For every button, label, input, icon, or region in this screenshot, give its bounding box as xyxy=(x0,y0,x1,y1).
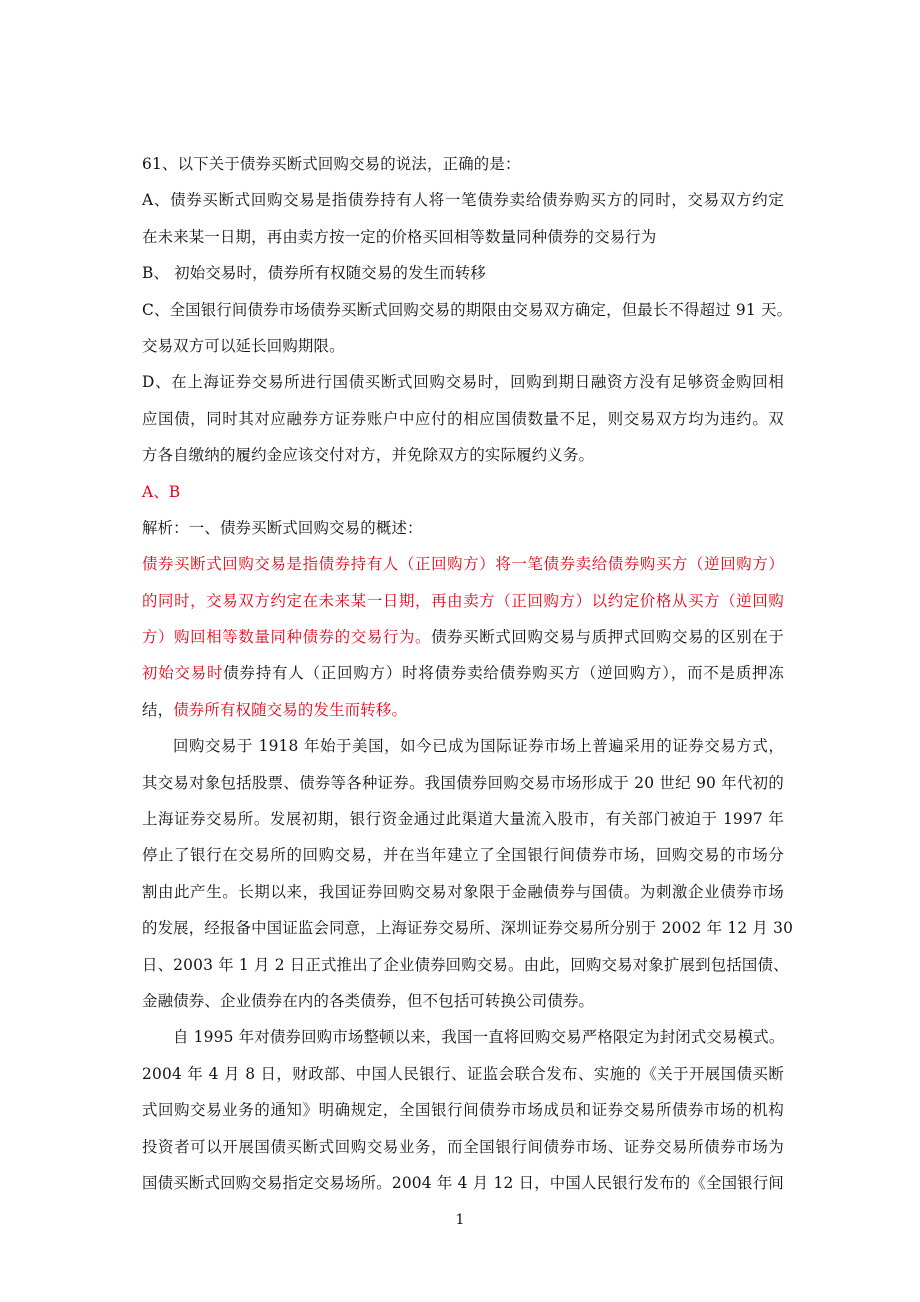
analysis-p1-line-4 xyxy=(142,655,784,691)
paragraph-3-line: 投资者可以开展国债买断式回购交易业务，而全国银行间债券市场、证券交易所债券市场为 xyxy=(142,1137,784,1156)
answer: A、B xyxy=(142,482,181,501)
analysis-heading: 解析：一、债券买断式回购交易的概述： xyxy=(142,518,423,537)
analysis-p1-line-4-text: 债券持有人（正回购方）时将债券卖给债券购买方（逆回购方），而不是质押冻 xyxy=(223,664,784,683)
option-d-line-2: 应国债，同时其对应融券方证券账户中应付的相应国债数量不足，则交易双方均为违约。双 xyxy=(142,409,784,428)
option-d-line-1: D、在上海证券交易所进行国债买断式回购交易时，回购到期日融资方没有足够资金购回相 xyxy=(142,373,784,392)
analysis-p1-line-5 xyxy=(142,692,784,728)
analysis-p1-line-4-highlight: 初始交易时 xyxy=(142,664,224,683)
question-title: 61、以下关于债券买断式回购交易的说法，正确的是： xyxy=(142,155,521,173)
paragraph-3-line: 自 1995 年对债券回购市场整顿以来，我国一直将回购交易严格限定为封闭式交易模式。 xyxy=(173,1028,785,1047)
analysis-p1-line-3-highlight: 方）购回相等数量同种债券的交易行为。 xyxy=(142,628,432,647)
paragraph-2-line: 上海证券交易所。发展初期，银行资金通过此渠道大量流入股市，有关部门被迫于 1997 年 xyxy=(142,810,784,829)
option-d-line-3: 方各自缴纳的履约金应该交付对方，并免除双方的实际履约义务。 xyxy=(142,446,595,465)
paragraph-2-line: 金融债券、企业债券在内的各类债券，但不包括可转换公司债券。 xyxy=(142,991,595,1010)
paragraph-2-line: 停止了银行在交易所的回购交易，并在当年建立了全国银行间债券市场，回购交易的市场分 xyxy=(142,846,784,865)
paragraph-2-line: 的发展，经报备中国证监会同意，上海证券交易所、深圳证券交易所分别于 2002 年 12 月 30 xyxy=(142,919,794,938)
option-b-line-1: B、 初始交易时，债券所有权随交易的发生而转移 xyxy=(142,264,487,283)
document-body xyxy=(142,146,794,1201)
analysis-p1-line-2: 的同时，交易双方约定在未来某一日期，再由卖方（正回购方）以约定价格从买方（逆回购 xyxy=(142,591,784,610)
analysis-p1-line-1: 债券买断式回购交易是指债券持有人（正回购方）将一笔债券卖给债券购买方（逆回购方） xyxy=(142,555,784,574)
analysis-p1-line-5-highlight: 债券所有权随交易的发生而转移。 xyxy=(173,700,408,719)
analysis-p1-line-3 xyxy=(142,619,784,655)
paragraph-3-line: 式回购交易业务的通知》明确规定，全国银行间债券市场成员和证券交易所债券市场的机构 xyxy=(142,1101,784,1120)
page-number: 1 xyxy=(455,1212,465,1228)
paragraph-2-line: 回购交易于 1918 年始于美国，如今已成为国际证券市场上普遍采用的证券交易方式， xyxy=(173,737,784,756)
paragraph-2-line: 割由此产生。长期以来，我国证券回购交易对象限于金融债券与国债。为刺激企业债券市场 xyxy=(142,882,784,901)
option-a-line-2: 在未来某一日期，再由卖方按一定的价格买回相等数量同种债券的交易行为 xyxy=(142,227,657,246)
analysis-p1-line-5-text: 结， xyxy=(142,700,174,719)
paragraph-2-line: 日、2003 年 1 月 2 日正式推出了企业债券回购交易。由此，回购交易对象扩展到包括国债、 xyxy=(142,955,789,974)
paragraph-3-line: 2004 年 4 月 8 日，财政部、中国人民银行、证监会联合发布、实施的《关于开展国债买断 xyxy=(142,1064,784,1083)
option-a-line-1: A、债券买断式回购交易是指债券持有人将一笔债券卖给债券购买方的同时，交易双方约定 xyxy=(142,191,784,210)
option-c-line-1: C、全国银行间债券市场债券买断式回购交易的期限由交易双方确定，但最长不得超过 91 天。 xyxy=(142,300,793,319)
paragraph-2-line: 其交易对象包括股票、债券等各种证券。我国债券回购交易市场形成于 20 世纪 90 年代初的 xyxy=(142,773,784,792)
option-c-line-2: 交易双方可以延长回购期限。 xyxy=(142,336,345,355)
analysis-p1-line-3-text: 债券买断式回购交易与质押式回购交易的区别在于 xyxy=(431,628,784,647)
paragraph-3-line: 国债买断式回购交易指定交易场所。2004 年 4 月 12 日，中国人民银行发布的《全国银行间 xyxy=(142,1173,784,1192)
